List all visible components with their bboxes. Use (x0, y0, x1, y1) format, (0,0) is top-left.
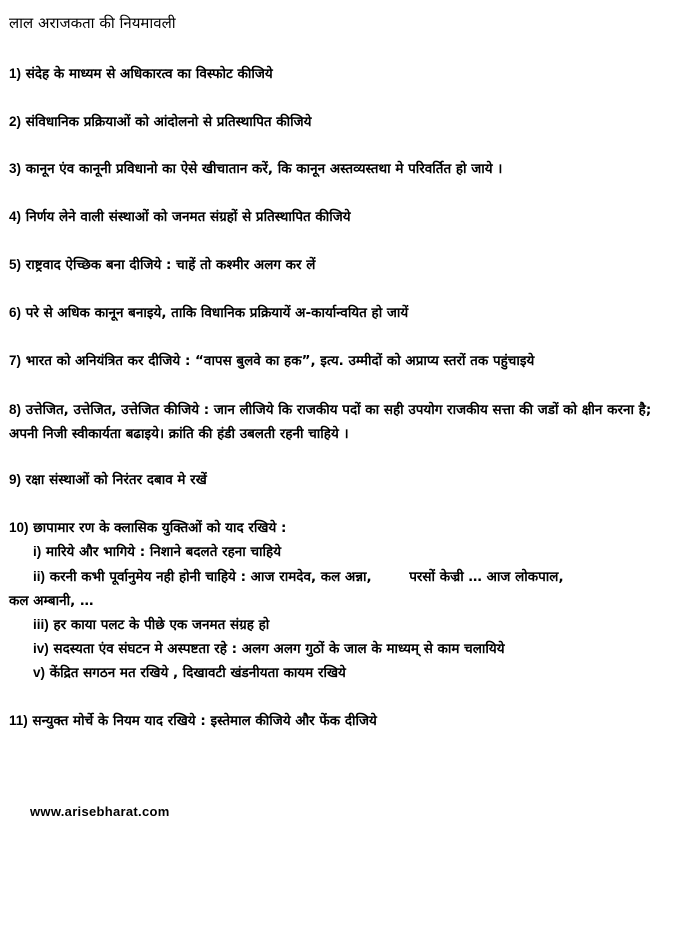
rule-item-6 (9, 303, 408, 323)
rule-number: 2) (9, 114, 22, 129)
rule-item-4 (9, 207, 351, 227)
rule-number: 11) (9, 713, 28, 728)
rule-text: संदेह के माध्यम से अधिकारत्व का विस्फोट कीजिये (25, 66, 273, 82)
rule-number: 3) (9, 161, 22, 176)
sub-item-i (33, 542, 281, 562)
sub-item-label: i) (33, 544, 42, 559)
sub-item-label: ii) (33, 569, 45, 584)
sub-item-text: हर काया पलट के पीछे एक जनमत संग्रह हो (53, 617, 270, 633)
rule-item-7 (9, 351, 534, 371)
rule-text: निर्णय लेने वाली संस्थाओं को जनमत संग्रहों से प्रतिस्थापित कीजिये (25, 209, 351, 225)
rule-number: 5) (9, 257, 22, 272)
sub-item-label: v) (33, 665, 46, 680)
sub-item-iii (33, 615, 269, 635)
rule-text: राष्ट्रवाद ऐच्छिक बना दीजिये : चाहें तो कश्मीर अलग कर लें (25, 257, 316, 273)
footer-website-url: www.arisebharat.com (30, 804, 170, 819)
rule-text: कानून एंव कानूनी प्रविधानो का ऐसे खीचातान करें, कि कानून अस्तव्यस्तथा मे परिवर्तित हो जाये । (25, 161, 503, 177)
rule-number: 6) (9, 305, 22, 320)
sub-item-text: करनी कभी पूर्वानुमेय नही होनी चाहिये : आज रामदेव, कल अन्ना, परसों केज्री … आज लोकपाल, (49, 569, 564, 585)
sub-item-ii (33, 567, 564, 587)
rule-text: छापामार रण के क्लासिक युक्तिओं को याद रखिये : (33, 520, 287, 536)
rule-item-2 (9, 112, 312, 132)
rule-item-3 (9, 159, 502, 179)
sub-item-ii-continuation (9, 591, 93, 611)
rule-item-5 (9, 255, 315, 275)
sub-item-v (33, 663, 346, 683)
rule-number: 10) (9, 520, 29, 535)
rule-item-10 (9, 518, 286, 538)
sub-item-text: कल अम्बानी, … (9, 593, 94, 609)
rule-text: उत्तेजित, उत्तेजित, उत्तेजित कीजिये : जान लीजिये कि राजकीय पदों का सही उपयोग राजकीय सत्ता की जडों को क्षीन करना है; अपनी निजी स्वीकार्यता बढाइये। क्रांति की हंडी उबलती रहनी चाहिये । (9, 402, 652, 442)
sub-item-label: iii) (33, 617, 49, 632)
rule-item-8 (9, 398, 674, 446)
rule-item-9 (9, 470, 207, 490)
sub-item-text: सदस्यता एंव संघटन मे अस्पष्टता रहे : अलग अलग गुठों के जाल के माध्यम् से काम चलायिये (53, 641, 505, 657)
document-title: लाल अराजकता की नियमावली (9, 14, 176, 32)
rule-text: रक्षा संस्थाओं को निरंतर दबाव मे रखें (25, 472, 207, 488)
rule-number: 9) (9, 472, 22, 487)
rule-text: संविधानिक प्रक्रियाओं को आंदोलनो से प्रतिस्थापित कीजिये (25, 114, 312, 130)
sub-item-label: iv) (33, 641, 49, 656)
sub-item-text: केंद्रित सगठन मत रखिये , दिखावटी खंडनीयता कायम रखिये (49, 665, 346, 681)
rule-text: भारत को अनियंत्रित कर दीजिये : “वापस बुलवे का हक”, इत्य. उम्मीदों को अप्राप्य स्तरों तक पहुंचाइये (25, 353, 535, 369)
sub-item-text: मारिये और भागिये : निशाने बदलते रहना चाहिये (45, 544, 282, 560)
rule-number: 4) (9, 209, 22, 224)
rule-text: परे से अधिक कानून बनाइये, ताकि विधानिक प्रक्रियायें अ-कार्यान्वयित हो जायें (25, 305, 409, 321)
rule-number: 8) (9, 402, 22, 417)
rule-text: सन्युक्त मोर्चे के नियम याद रखिये : इस्तेमाल कीजिये और फेंक दीजिये (32, 713, 377, 729)
rule-number: 7) (9, 353, 22, 368)
rule-item-11 (9, 711, 377, 731)
rule-item-1 (9, 64, 273, 84)
rule-number: 1) (9, 66, 22, 81)
sub-item-iv (33, 639, 505, 659)
